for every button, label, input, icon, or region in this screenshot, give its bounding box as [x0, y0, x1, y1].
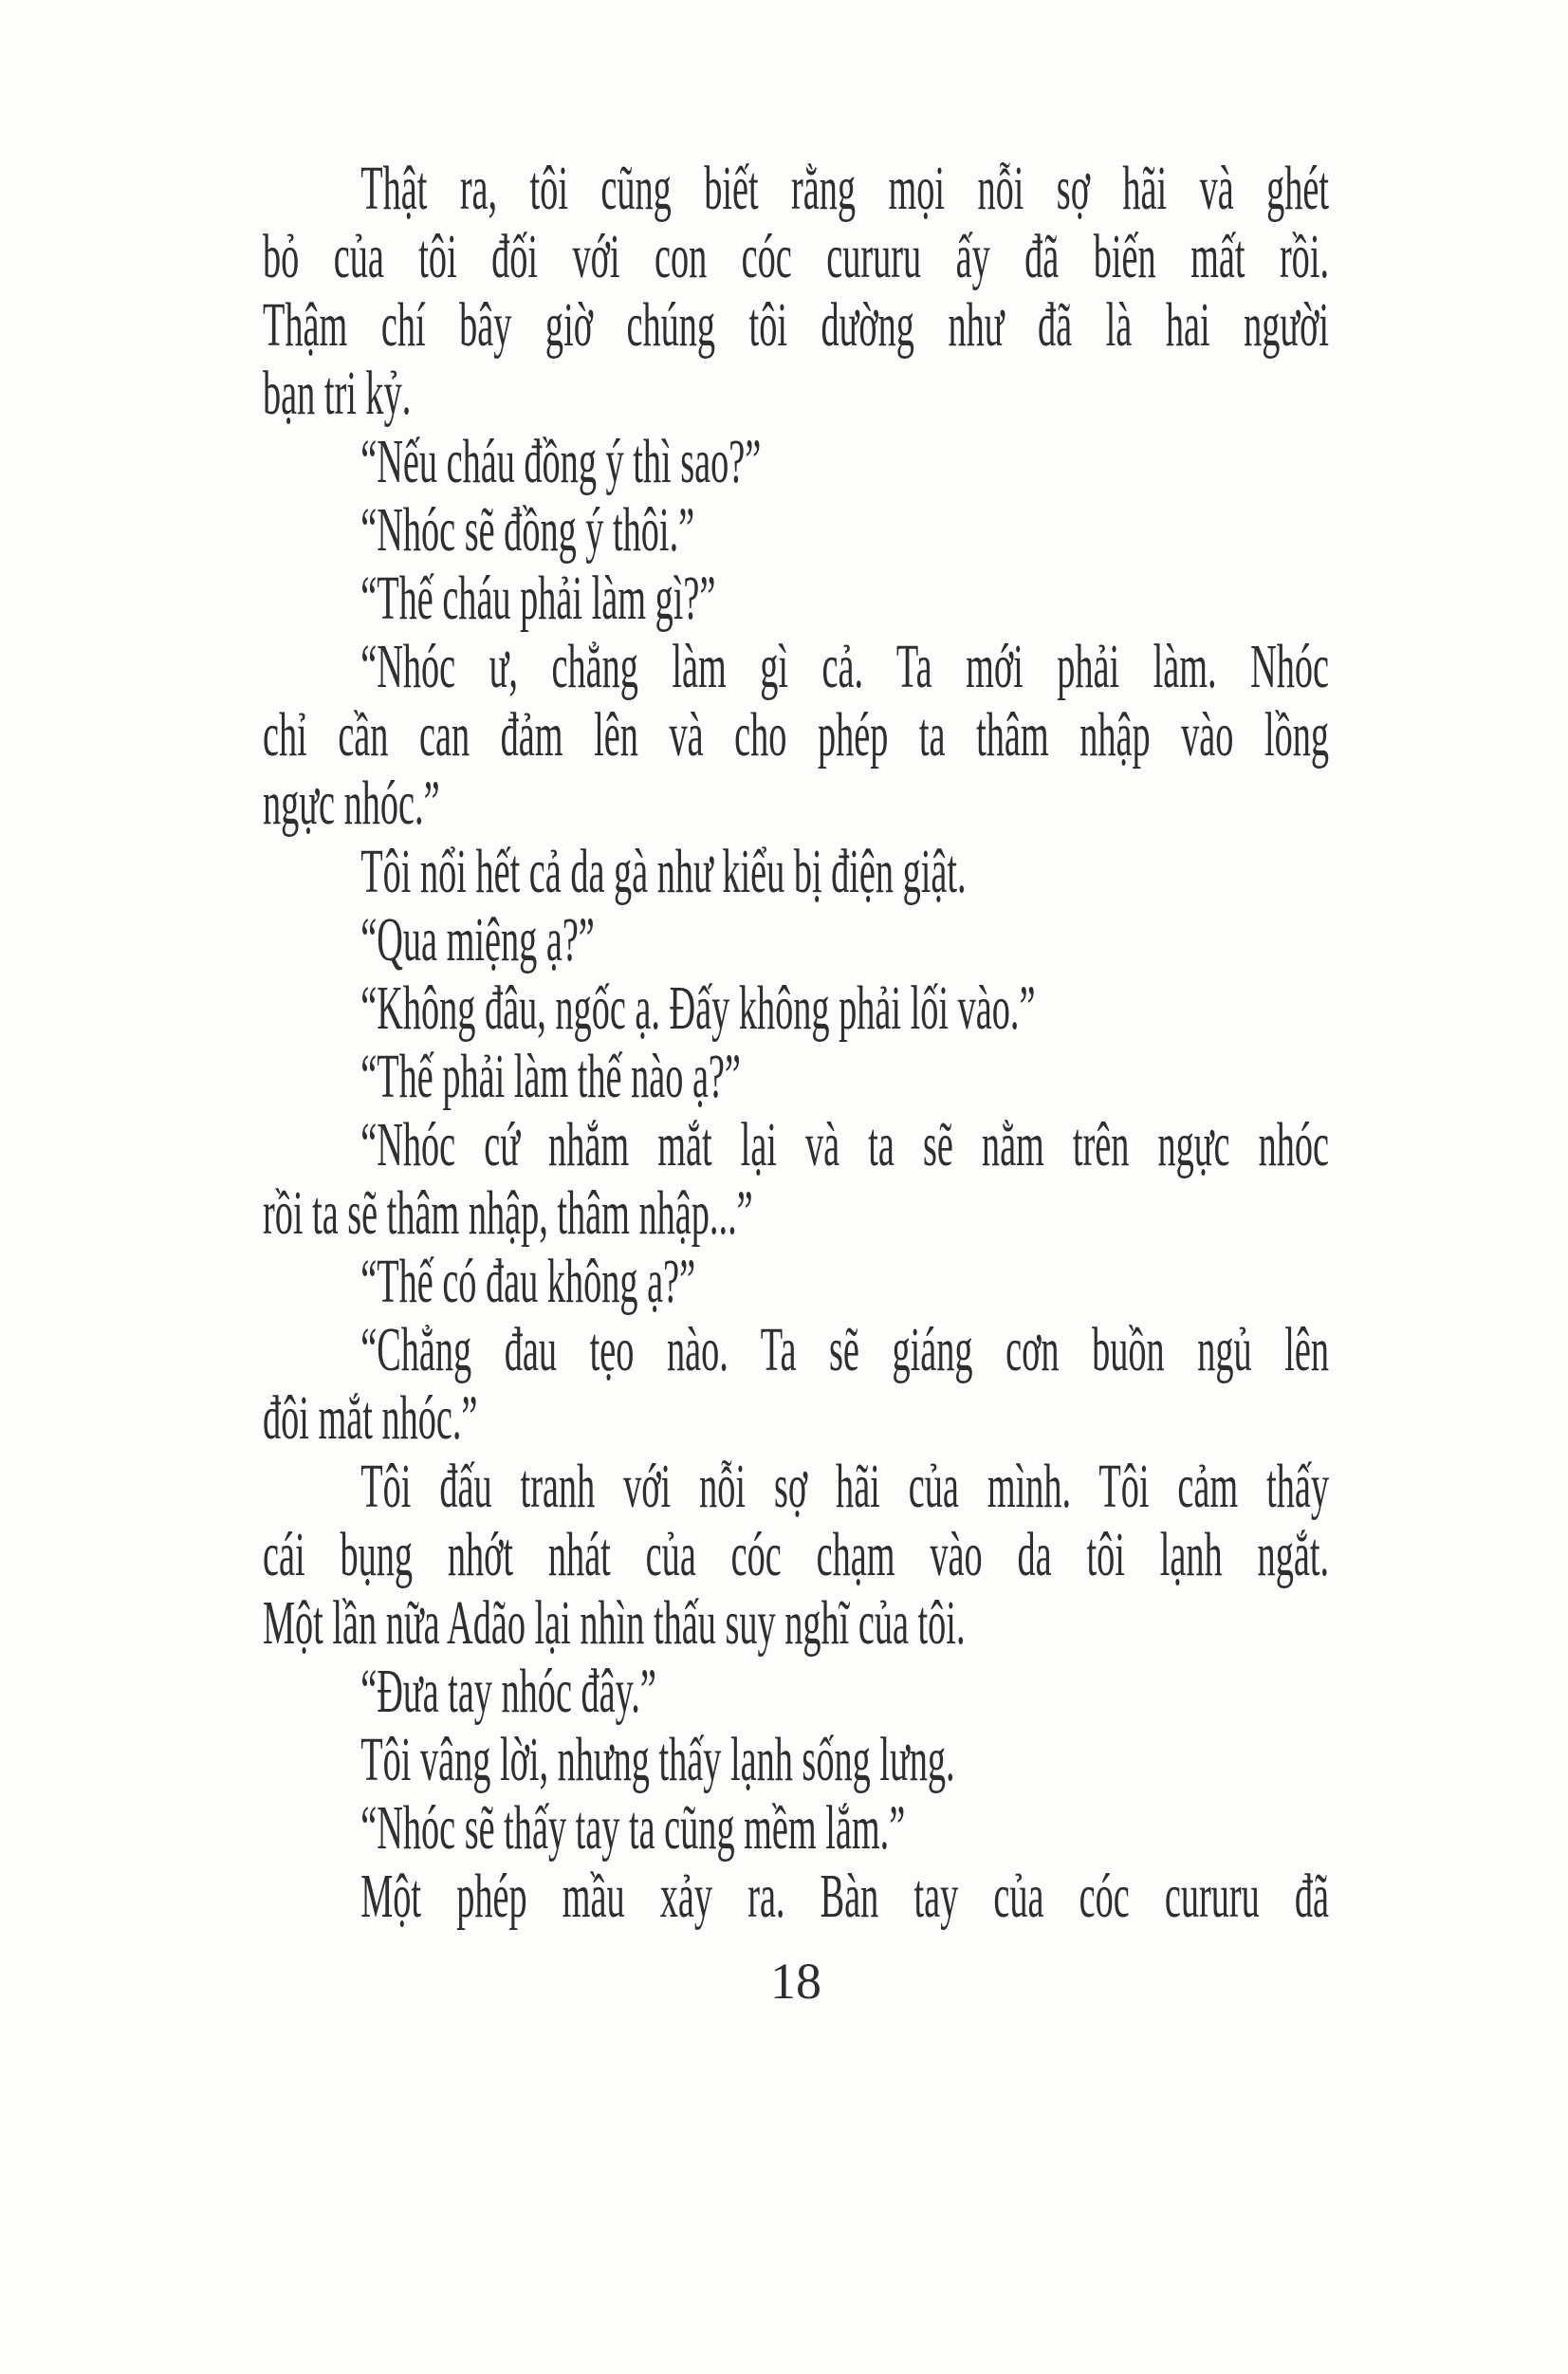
- text-line: chỉ cần can đảm lên và cho phép ta thâm nhập vào lồng: [263, 700, 1330, 770]
- page: [0, 155, 1568, 2374]
- body-text-block: [263, 155, 1329, 1931]
- text-line: “Thế cháu phải làm gì?”: [360, 564, 716, 633]
- text-line: bỏ của tôi đối với con cóc cururu ấy đã biến mất rồi.: [263, 222, 1330, 291]
- text-line: “Nhóc cứ nhắm mắt lại và ta sẽ nằm trên ngực nhóc: [360, 1110, 1330, 1179]
- text-line: “Nhóc ư, chẳng làm gì cả. Ta mới phải làm. Nhóc: [360, 632, 1330, 701]
- text-line: “Nhóc sẽ đồng ý thôi.”: [360, 495, 695, 565]
- text-line: Tôi đấu tranh với nỗi sợ hãi của mình. Tôi cảm thấy: [360, 1452, 1330, 1521]
- text-line: “Nếu cháu đồng ý thì sao?”: [360, 427, 762, 496]
- text-line: bạn tri kỷ.: [263, 359, 412, 428]
- text-line: “Qua miệng ạ?”: [360, 905, 595, 974]
- text-line: “Nhóc sẽ thấy tay ta cũng mềm lắm.”: [360, 1793, 906, 1863]
- text-line: “Thế có đau không ạ?”: [360, 1247, 696, 1316]
- text-line: Thậm chí bây giờ chúng tôi dường như đã là hai người: [263, 290, 1330, 360]
- text-line: “Đưa tay nhóc đây.”: [360, 1657, 656, 1726]
- scanned-book-page: [0, 155, 1568, 2374]
- text-line: cái bụng nhớt nhát của cóc chạm vào da tôi lạnh ngắt.: [263, 1520, 1330, 1589]
- text-line: Một phép mầu xảy ra. Bàn tay của cóc cururu đã: [360, 1862, 1330, 1931]
- text-line: Tôi nổi hết cả da gà như kiểu bị điện giật.: [360, 837, 967, 906]
- text-line: Một lần nữa Adão lại nhìn thấu suy nghĩ của tôi.: [263, 1588, 966, 1658]
- text-line: Thật ra, tôi cũng biết rằng mọi nỗi sợ hãi và ghét: [360, 154, 1330, 223]
- text-line: “Không đâu, ngốc ạ. Đấy không phải lối vào.”: [360, 974, 1036, 1043]
- text-line: “Thế phải làm thế nào ạ?”: [360, 1042, 741, 1111]
- page-number: 18: [770, 1953, 821, 2010]
- text-line: Tôi vâng lời, nhưng thấy lạnh sống lưng.: [360, 1725, 955, 1794]
- text-line: ngực nhóc.”: [263, 769, 440, 838]
- text-line: đôi mắt nhóc.”: [263, 1383, 478, 1453]
- text-line: “Chẳng đau tẹo nào. Ta sẽ giáng cơn buồn ngủ lên: [360, 1315, 1330, 1384]
- text-line: rồi ta sẽ thâm nhập, thâm nhập...”: [263, 1178, 753, 1248]
